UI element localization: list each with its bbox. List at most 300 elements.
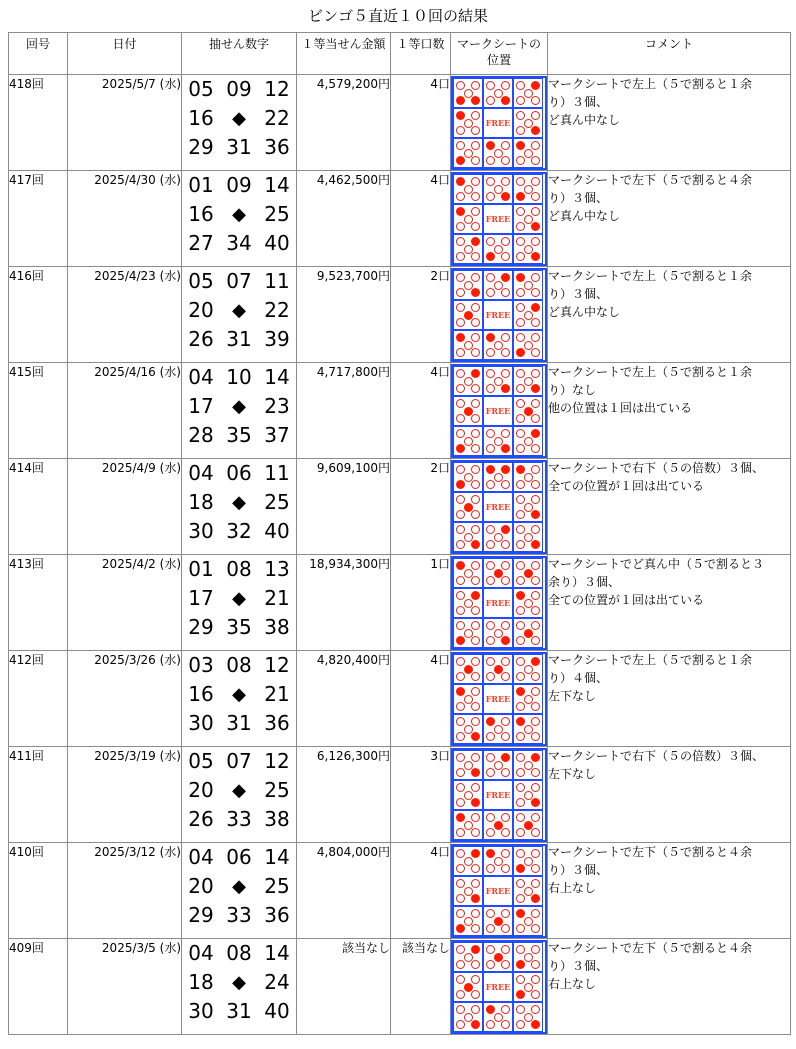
mark-sheet-cell-box <box>483 366 513 396</box>
mark-sheet-cell-box <box>453 396 483 426</box>
mark-sheet-cell-box <box>453 684 483 714</box>
table-row <box>9 939 791 1035</box>
empty-circle-icon <box>486 348 495 357</box>
empty-circle-icon <box>486 768 495 777</box>
drawn-number: 18 <box>188 490 214 514</box>
empty-circle-icon <box>486 237 495 246</box>
empty-circle-icon <box>531 828 540 837</box>
mark-sheet-cell-box <box>453 906 483 936</box>
header-date: 日付 <box>68 33 182 75</box>
marked-circle-icon <box>471 732 480 741</box>
drawn-number: 16 <box>188 682 214 706</box>
empty-circle-icon <box>531 237 540 246</box>
drawn-number: 31 <box>226 327 252 351</box>
mark-sheet-cell <box>451 75 548 171</box>
prize-amount-cell: 18,934,300円 <box>297 555 391 651</box>
numbers-cell <box>182 843 297 939</box>
mark-sheet-cell-box <box>513 750 543 780</box>
mark-sheet <box>451 76 547 170</box>
comment-cell <box>548 843 791 939</box>
numbers-cell <box>182 651 297 747</box>
marked-circle-icon <box>516 348 525 357</box>
prize-amount-cell: 4,717,800円 <box>297 363 391 459</box>
empty-circle-icon <box>516 111 525 120</box>
comment-cell <box>548 171 791 267</box>
drawn-number: 11 <box>264 461 290 485</box>
marked-circle-icon <box>471 288 480 297</box>
free-diamond-icon: ◆ <box>232 588 246 609</box>
empty-circle-icon <box>456 465 465 474</box>
mark-sheet-cell-box <box>483 810 513 840</box>
empty-circle-icon <box>531 177 540 186</box>
numbers-cell <box>182 363 297 459</box>
mark-sheet-cell-box <box>483 714 513 744</box>
empty-circle-icon <box>516 783 525 792</box>
marked-circle-icon <box>516 192 525 201</box>
empty-circle-icon <box>486 288 495 297</box>
mark-sheet-cell-box <box>453 810 483 840</box>
empty-circle-icon <box>471 177 480 186</box>
header-mark-line1: マークシートの <box>456 37 541 51</box>
header-row <box>9 33 791 75</box>
drawn-number: 04 <box>188 461 214 485</box>
empty-circle-icon <box>531 465 540 474</box>
empty-circle-icon <box>471 222 480 231</box>
drawn-number: 03 <box>188 653 214 677</box>
drawn-number: 10 <box>226 365 252 389</box>
empty-circle-icon <box>486 864 495 873</box>
mark-sheet-cell-box <box>453 972 483 1002</box>
empty-circle-icon <box>516 732 525 741</box>
empty-circle-icon <box>471 879 480 888</box>
mark-sheet-cell-box <box>483 618 513 648</box>
marked-circle-icon <box>531 303 540 312</box>
empty-circle-icon <box>471 348 480 357</box>
empty-circle-icon <box>531 156 540 165</box>
marked-circle-icon <box>486 141 495 150</box>
empty-circle-icon <box>531 924 540 933</box>
empty-circle-icon <box>471 813 480 822</box>
comment-line: マークシートで右下（５の倍数）３個、 <box>548 749 765 763</box>
drawn-number: 33 <box>226 807 252 831</box>
empty-circle-icon <box>501 828 510 837</box>
empty-circle-icon <box>456 318 465 327</box>
empty-circle-icon <box>531 960 540 969</box>
mark-sheet-cell-box <box>453 108 483 138</box>
empty-circle-icon <box>516 540 525 549</box>
drawn-number: 11 <box>264 269 290 293</box>
empty-circle-icon <box>456 81 465 90</box>
empty-circle-icon <box>471 702 480 711</box>
drawn-number: 06 <box>226 461 252 485</box>
marked-circle-icon <box>531 540 540 549</box>
free-label: FREE <box>485 214 511 224</box>
empty-circle-icon <box>471 81 480 90</box>
comment-line: ど真ん中なし <box>548 113 621 127</box>
mark-sheet-cell-box <box>513 654 543 684</box>
empty-circle-icon <box>471 990 480 999</box>
empty-circle-icon <box>531 783 540 792</box>
drawn-number: 05 <box>188 269 214 293</box>
round-cell: 411回 <box>9 747 68 843</box>
empty-circle-icon <box>531 975 540 984</box>
empty-circle-icon <box>486 192 495 201</box>
mark-sheet-cell-box <box>453 558 483 588</box>
empty-circle-icon <box>486 525 495 534</box>
empty-circle-icon <box>516 444 525 453</box>
free-label: FREE <box>485 598 511 608</box>
mark-sheet <box>451 748 547 842</box>
empty-circle-icon <box>471 207 480 216</box>
drawn-number: 35 <box>226 423 252 447</box>
prize-amount-cell: 9,523,700円 <box>297 267 391 363</box>
mark-sheet-free-cell <box>483 300 513 330</box>
marked-circle-icon <box>471 237 480 246</box>
mark-sheet-free-cell <box>483 684 513 714</box>
drawn-number: 08 <box>226 941 252 965</box>
mark-sheet-free-cell <box>483 972 513 1002</box>
empty-circle-icon <box>531 813 540 822</box>
winner-count-cell: 4口 <box>391 171 451 267</box>
numbers-cell <box>182 939 297 1035</box>
empty-circle-icon <box>531 333 540 342</box>
empty-circle-icon <box>456 1005 465 1014</box>
empty-circle-icon <box>486 384 495 393</box>
empty-circle-icon <box>516 81 525 90</box>
empty-circle-icon <box>516 798 525 807</box>
empty-circle-icon <box>456 783 465 792</box>
mark-sheet-cell-box <box>453 654 483 684</box>
drawn-number: 17 <box>188 394 214 418</box>
empty-circle-icon <box>456 828 465 837</box>
drawn-number: 40 <box>264 999 290 1023</box>
drawn-number: 01 <box>188 557 214 581</box>
free-label: FREE <box>485 886 511 896</box>
header-comment: コメント <box>548 33 791 75</box>
mark-sheet-cell-box <box>513 942 543 972</box>
number-grid <box>182 939 296 1026</box>
comment-line: り）３個、 <box>548 959 609 973</box>
marked-circle-icon <box>456 687 465 696</box>
comment-cell <box>548 747 791 843</box>
drawn-number: 04 <box>188 941 214 965</box>
date-cell: 2025/4/23 (水) <box>68 267 182 363</box>
empty-circle-icon <box>486 576 495 585</box>
mark-sheet-cell-box <box>513 396 543 426</box>
numbers-cell <box>182 747 297 843</box>
empty-circle-icon <box>486 828 495 837</box>
marked-circle-icon <box>456 924 465 933</box>
empty-circle-icon <box>501 732 510 741</box>
empty-circle-icon <box>471 429 480 438</box>
header-mark-line2: 位置 <box>486 53 511 67</box>
empty-circle-icon <box>531 111 540 120</box>
marked-circle-icon <box>531 126 540 135</box>
comment-line: ど真ん中なし <box>548 209 621 223</box>
drawn-number: 29 <box>188 135 214 159</box>
round-cell: 414回 <box>9 459 68 555</box>
empty-circle-icon <box>486 156 495 165</box>
drawn-number: 25 <box>264 874 290 898</box>
empty-circle-icon <box>501 177 510 186</box>
marked-circle-icon <box>471 849 480 858</box>
marked-circle-icon <box>456 444 465 453</box>
mark-sheet-cell-box <box>513 270 543 300</box>
winner-count-cell: 2口 <box>391 459 451 555</box>
empty-circle-icon <box>531 414 540 423</box>
drawn-number: 30 <box>188 999 214 1023</box>
mark-sheet-cell-box <box>453 1002 483 1032</box>
numbers-cell <box>182 267 297 363</box>
empty-circle-icon <box>471 252 480 261</box>
round-cell: 418回 <box>9 75 68 171</box>
empty-circle-icon <box>501 621 510 630</box>
winner-count-cell: 4口 <box>391 651 451 747</box>
empty-circle-icon <box>471 636 480 645</box>
number-grid <box>182 651 296 738</box>
empty-circle-icon <box>501 156 510 165</box>
marked-circle-icon <box>531 657 540 666</box>
mark-sheet-cell-box <box>483 270 513 300</box>
drawn-number: 25 <box>264 490 290 514</box>
mark-sheet-cell-box <box>513 234 543 264</box>
empty-circle-icon <box>501 141 510 150</box>
empty-circle-icon <box>486 924 495 933</box>
mark-sheet-cell-box <box>483 330 513 360</box>
empty-circle-icon <box>486 429 495 438</box>
comment-cell <box>548 555 791 651</box>
comment-line: マークシートで左下（５で割ると４余 <box>548 941 753 955</box>
empty-circle-icon <box>471 783 480 792</box>
empty-circle-icon <box>456 273 465 282</box>
empty-circle-icon <box>456 414 465 423</box>
comment-line: り）３個、 <box>548 287 609 301</box>
table-row <box>9 747 791 843</box>
winner-count-cell: 4口 <box>391 75 451 171</box>
free-diamond-icon: ◆ <box>232 108 246 129</box>
mark-sheet-cell-box <box>513 780 543 810</box>
empty-circle-icon <box>516 894 525 903</box>
empty-circle-icon <box>501 561 510 570</box>
round-cell: 412回 <box>9 651 68 747</box>
mark-sheet-cell-box <box>453 522 483 552</box>
empty-circle-icon <box>516 576 525 585</box>
empty-circle-icon <box>456 717 465 726</box>
drawn-number: 31 <box>226 999 252 1023</box>
empty-circle-icon <box>516 702 525 711</box>
empty-circle-icon <box>486 540 495 549</box>
empty-circle-icon <box>516 177 525 186</box>
mark-sheet-cell-box <box>513 492 543 522</box>
prize-amount-cell: 4,804,000円 <box>297 843 391 939</box>
mark-sheet-cell <box>451 939 548 1035</box>
empty-circle-icon <box>516 369 525 378</box>
drawn-number: 05 <box>188 749 214 773</box>
drawn-number: 40 <box>264 231 290 255</box>
drawn-number: 35 <box>226 615 252 639</box>
comment-cell <box>548 459 791 555</box>
free-diamond-icon: ◆ <box>232 492 246 513</box>
round-cell: 416回 <box>9 267 68 363</box>
mark-sheet-free-cell <box>483 396 513 426</box>
mark-sheet-cell-box <box>513 174 543 204</box>
empty-circle-icon <box>531 495 540 504</box>
comment-line: マークシートで左下（５で割ると４余 <box>548 173 753 187</box>
comment-cell <box>548 267 791 363</box>
empty-circle-icon <box>501 672 510 681</box>
mark-sheet-cell <box>451 651 548 747</box>
mark-sheet-cell-box <box>513 558 543 588</box>
marked-circle-icon <box>471 894 480 903</box>
empty-circle-icon <box>471 828 480 837</box>
empty-circle-icon <box>501 864 510 873</box>
empty-circle-icon <box>501 768 510 777</box>
empty-circle-icon <box>531 945 540 954</box>
marked-circle-icon <box>501 384 510 393</box>
drawn-number: 36 <box>264 135 290 159</box>
mark-sheet-cell-box <box>453 300 483 330</box>
comment-line: 他の位置は１回は出ている <box>548 401 693 415</box>
marked-circle-icon <box>516 909 525 918</box>
marked-circle-icon <box>531 1020 540 1029</box>
empty-circle-icon <box>516 303 525 312</box>
mark-sheet-cell-box <box>483 846 513 876</box>
marked-circle-icon <box>501 192 510 201</box>
comment-line: 右上なし <box>548 881 597 895</box>
empty-circle-icon <box>471 384 480 393</box>
empty-circle-icon <box>486 960 495 969</box>
mark-sheet-cell-box <box>513 138 543 168</box>
empty-circle-icon <box>486 909 495 918</box>
empty-circle-icon <box>456 222 465 231</box>
drawn-number: 29 <box>188 615 214 639</box>
comment-line: 左下なし <box>548 767 597 781</box>
empty-circle-icon <box>456 192 465 201</box>
drawn-number: 18 <box>188 970 214 994</box>
empty-circle-icon <box>516 318 525 327</box>
mark-sheet-cell-box <box>513 906 543 936</box>
table-row <box>9 363 791 459</box>
drawn-number: 14 <box>264 941 290 965</box>
empty-circle-icon <box>471 576 480 585</box>
empty-circle-icon <box>456 576 465 585</box>
empty-circle-icon <box>486 177 495 186</box>
mark-sheet-cell-box <box>453 942 483 972</box>
marked-circle-icon <box>486 849 495 858</box>
marked-circle-icon <box>531 384 540 393</box>
prize-amount-cell: 4,462,500円 <box>297 171 391 267</box>
marked-circle-icon <box>456 636 465 645</box>
mark-sheet-cell-box <box>453 492 483 522</box>
drawn-number: 04 <box>188 845 214 869</box>
drawn-number: 14 <box>264 365 290 389</box>
marked-circle-icon <box>456 111 465 120</box>
empty-circle-icon <box>471 525 480 534</box>
comment-line: マークシートで左上（５で割ると１余 <box>548 365 753 379</box>
mark-sheet-cell-box <box>453 846 483 876</box>
drawn-number: 26 <box>188 807 214 831</box>
empty-circle-icon <box>516 672 525 681</box>
marked-circle-icon <box>471 1020 480 1029</box>
free-label: FREE <box>485 982 511 992</box>
empty-circle-icon <box>531 990 540 999</box>
mark-sheet-free-cell <box>483 492 513 522</box>
empty-circle-icon <box>471 1005 480 1014</box>
free-label: FREE <box>485 406 511 416</box>
empty-circle-icon <box>516 510 525 519</box>
comment-line: り）３個、 <box>548 863 609 877</box>
empty-circle-icon <box>516 495 525 504</box>
drawn-number: 20 <box>188 298 214 322</box>
mark-sheet-cell-box <box>453 78 483 108</box>
empty-circle-icon <box>516 399 525 408</box>
empty-circle-icon <box>516 288 525 297</box>
mark-sheet <box>451 940 547 1034</box>
empty-circle-icon <box>471 273 480 282</box>
empty-circle-icon <box>456 990 465 999</box>
mark-sheet-cell-box <box>453 234 483 264</box>
empty-circle-icon <box>456 399 465 408</box>
empty-circle-icon <box>501 909 510 918</box>
marked-circle-icon <box>531 798 540 807</box>
winner-count-cell: 2口 <box>391 267 451 363</box>
date-cell: 2025/3/5 (水) <box>68 939 182 1035</box>
empty-circle-icon <box>456 849 465 858</box>
empty-circle-icon <box>456 945 465 954</box>
drawn-number: 20 <box>188 778 214 802</box>
marked-circle-icon <box>456 561 465 570</box>
empty-circle-icon <box>516 480 525 489</box>
empty-circle-icon <box>471 924 480 933</box>
table-row <box>9 459 791 555</box>
mark-sheet-cell-box <box>513 78 543 108</box>
drawn-number: 21 <box>264 586 290 610</box>
drawn-number: 28 <box>188 423 214 447</box>
numbers-cell <box>182 75 297 171</box>
mark-sheet <box>451 844 547 938</box>
mark-sheet-cell-box <box>453 174 483 204</box>
comment-cell <box>548 363 791 459</box>
empty-circle-icon <box>471 510 480 519</box>
empty-circle-icon <box>531 576 540 585</box>
empty-circle-icon <box>471 444 480 453</box>
drawn-number: 39 <box>264 327 290 351</box>
marked-circle-icon <box>501 444 510 453</box>
empty-circle-icon <box>456 237 465 246</box>
empty-circle-icon <box>531 909 540 918</box>
prize-amount-cell: 6,126,300円 <box>297 747 391 843</box>
page-caption: ビンゴ５直近１０回の結果 <box>307 7 488 25</box>
marked-circle-icon <box>516 273 525 282</box>
empty-circle-icon <box>456 960 465 969</box>
marked-circle-icon <box>531 252 540 261</box>
mark-sheet-cell-box <box>453 270 483 300</box>
empty-circle-icon <box>516 945 525 954</box>
empty-circle-icon <box>486 636 495 645</box>
drawn-number: 14 <box>264 173 290 197</box>
empty-circle-icon <box>516 525 525 534</box>
empty-circle-icon <box>531 207 540 216</box>
mark-sheet-cell-box <box>483 138 513 168</box>
empty-circle-icon <box>471 192 480 201</box>
table-row <box>9 75 791 171</box>
empty-circle-icon <box>516 657 525 666</box>
mark-sheet-cell-box <box>453 366 483 396</box>
empty-circle-icon <box>456 429 465 438</box>
winner-count-cell: 4口 <box>391 363 451 459</box>
empty-circle-icon <box>531 849 540 858</box>
marked-circle-icon <box>531 81 540 90</box>
